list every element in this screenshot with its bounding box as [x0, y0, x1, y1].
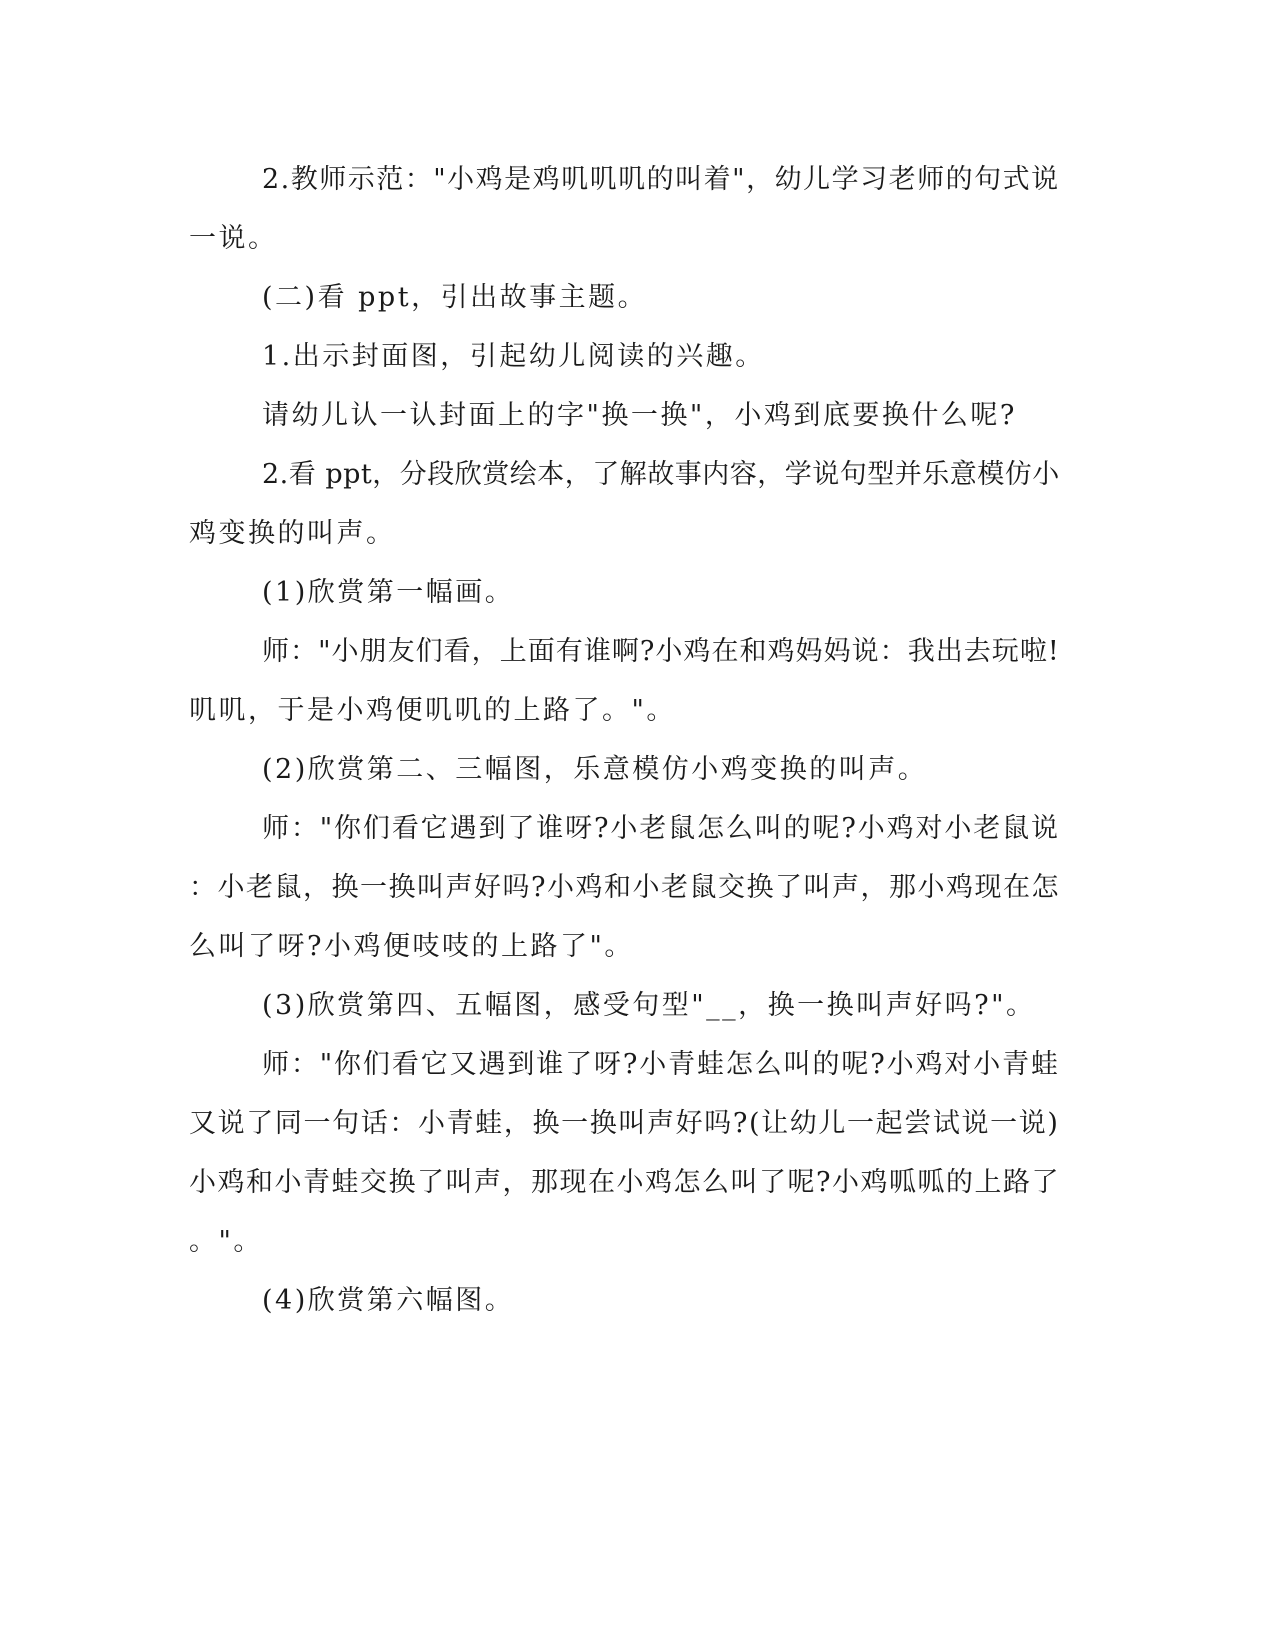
paragraph-line: 2.教师示范："小鸡是鸡叽叽叽的叫着"，幼儿学习老师的句式说 [262, 164, 1060, 195]
paragraph-line: 师："小朋友们看，上面有谁啊?小鸡在和鸡妈妈说：我出去玩啦! [262, 636, 1060, 667]
paragraph-line: 鸡变换的叫声。 [189, 518, 396, 549]
paragraph-line: 叽叽，于是小鸡便叽叽的上路了。"。 [189, 695, 676, 726]
paragraph-line: 。"。 [189, 1226, 263, 1257]
paragraph-line: (1)欣赏第一幅画。 [262, 577, 515, 608]
paragraph-line: 请幼儿认一认封面上的字"换一换"，小鸡到底要换什么呢? [262, 400, 1017, 431]
section-heading: (二)看 ppt，引出故事主题。 [262, 282, 648, 313]
paragraph-line: 师："你们看它又遇到谁了呀?小青蛙怎么叫的呢?小鸡对小青蛙 [262, 1049, 1060, 1080]
paragraph-line: 小鸡和小青蛙交换了叫声，那现在小鸡怎么叫了呢?小鸡呱呱的上路了 [189, 1167, 1060, 1198]
paragraph-line: (4)欣赏第六幅图。 [262, 1285, 515, 1316]
paragraph-line: 2.看 ppt，分段欣赏绘本，了解故事内容，学说句型并乐意模仿小 [262, 459, 1060, 490]
paragraph-line: (3)欣赏第四、五幅图，感受句型"__，换一换叫声好吗?"。 [262, 990, 1036, 1021]
paragraph-line: (2)欣赏第二、三幅图，乐意模仿小鸡变换的叫声。 [262, 754, 928, 785]
paragraph-line: 么叫了呀?小鸡便吱吱的上路了"。 [189, 931, 634, 962]
paragraph-line: 师："你们看它遇到了谁呀?小老鼠怎么叫的呢?小鸡对小老鼠说 [262, 813, 1060, 844]
paragraph-line: 又说了同一句话：小青蛙，换一换叫声好吗?(让幼儿一起尝试说一说) [189, 1108, 1060, 1139]
paragraph-line: ：小老鼠，换一换叫声好吗?小鸡和小老鼠交换了叫声，那小鸡现在怎 [189, 872, 1060, 903]
paragraph-line: 一说。 [189, 223, 278, 254]
paragraph-line: 1.出示封面图，引起幼儿阅读的兴趣。 [262, 341, 765, 372]
